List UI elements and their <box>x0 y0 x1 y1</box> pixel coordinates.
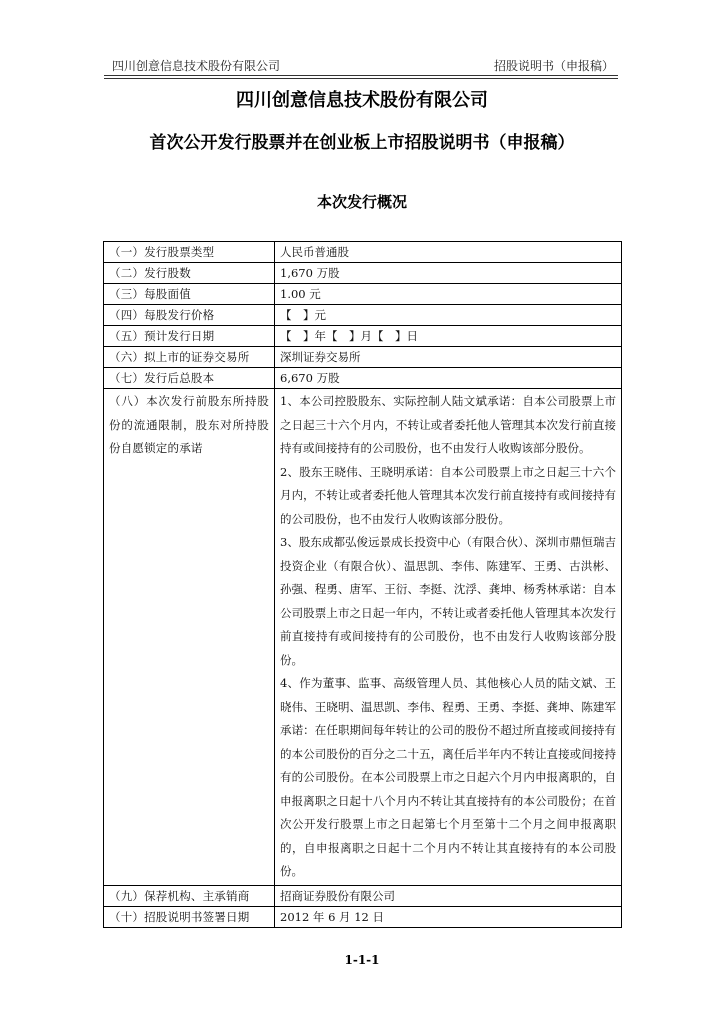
table-row <box>104 284 622 305</box>
row-label: （四）每股发行价格 <box>104 305 275 326</box>
company-title: 四川创意信息技术股份有限公司 <box>236 90 488 111</box>
row-label: （十）招股说明书签署日期 <box>104 906 275 927</box>
commitment-paragraph: 2、股东王晓伟、王晓明承诺：自本公司股票上市之日起三十六个月内，不转让或者委托他人管理其本次发行前直接持有或间接持有的公司股份，也不由发行人收购该部分股份。 <box>280 464 616 526</box>
header-document-type: 招股说明书（申报稿） <box>493 59 614 73</box>
table-row <box>104 347 622 368</box>
page-number: 1-1-1 <box>344 953 380 967</box>
row-value: 招商证券股份有限公司 <box>275 885 622 906</box>
row-value: 人民币普通股 <box>275 242 622 263</box>
row-label: （六）拟上市的证券交易所 <box>104 347 275 368</box>
row-value: 2012 年 6 月 12 日 <box>275 906 622 927</box>
running-header <box>104 57 618 75</box>
row-value: 6,670 万股 <box>275 368 622 389</box>
row-label: （三）每股面值 <box>104 284 275 305</box>
table-row <box>104 242 622 263</box>
table-row <box>104 368 622 389</box>
row-value: 【 】元 <box>275 305 622 326</box>
row-value: 【 】年【 】月【 】日 <box>275 326 622 347</box>
commitment-paragraph: 4、作为董事、监事、高级管理人员、其他核心人员的陆文斌、王晓伟、王晓明、温思凯、李伟、程勇、王勇、李挺、龚坤、陈建军承诺：在任职期间每年转让的公司的股份不超过所直接或间接持有的本公司股份的百分之二十五，离任后半年内不转让直接或间接持有的公司股份。在本公司股票上市之日起六个月内申报离职的，自申报离职之日起十八个月内不转让其直接持有的本公司股份；在首次公开发行股票上市之日起第七个月至第十二个月之间申报离职的，自申报离职之日起十二个月内不转让其直接持有的本公司股份。 <box>280 676 616 878</box>
table-row <box>104 885 622 906</box>
table-row <box>104 906 622 927</box>
lockup-label: （八）本次发行前股东所持股份的流通限制，股东对所持股份自愿锁定的承诺 <box>104 389 275 886</box>
row-value: 1,670 万股 <box>275 263 622 284</box>
section-title: 本次发行概况 <box>316 193 407 211</box>
lockup-commitments <box>275 389 622 886</box>
table-row <box>104 263 622 284</box>
table-row-lockup <box>104 389 622 886</box>
offering-overview-table <box>103 241 622 928</box>
row-label: （二）发行股数 <box>104 263 275 284</box>
commitment-paragraph: 3、股东成都弘俊远景成长投资中心（有限合伙）、深圳市鼎恒瑞吉投资企业（有限合伙）、温思凯、李伟、陈建军、王勇、古洪彬、孙强、程勇、唐军、王衍、李挺、沈浮、龚坤、杨秀林承诺：自本公司股票上市之日起一年内，不转让或者委托他人管理其本次发行前直接持有或间接持有的公司股份，也不由发行人收购该部分股份。 <box>280 535 616 667</box>
table-row <box>104 305 622 326</box>
commitment-paragraph: 1、本公司控股股东、实际控制人陆文斌承诺：自本公司股票上市之日起三十六个月内，不转让或者委托他人管理其本次发行前直接持有或间接持有的公司股份，也不由发行人收购该部分股份。 <box>280 394 616 455</box>
header-rule-thin <box>104 78 618 79</box>
row-label: （五）预计发行日期 <box>104 326 275 347</box>
prospectus-title: 首次公开发行股票并在创业板上市招股说明书（申报稿） <box>149 133 575 153</box>
table-row <box>104 326 622 347</box>
row-label: （一）发行股票类型 <box>104 242 275 263</box>
row-value: 1.00 元 <box>275 284 622 305</box>
header-company-name: 四川创意信息技术股份有限公司 <box>112 59 281 73</box>
row-value: 深圳证券交易所 <box>275 347 622 368</box>
header-rule-thick <box>104 75 618 76</box>
row-label: （七）发行后总股本 <box>104 368 275 389</box>
row-label: （九）保荐机构、主承销商 <box>104 885 275 906</box>
